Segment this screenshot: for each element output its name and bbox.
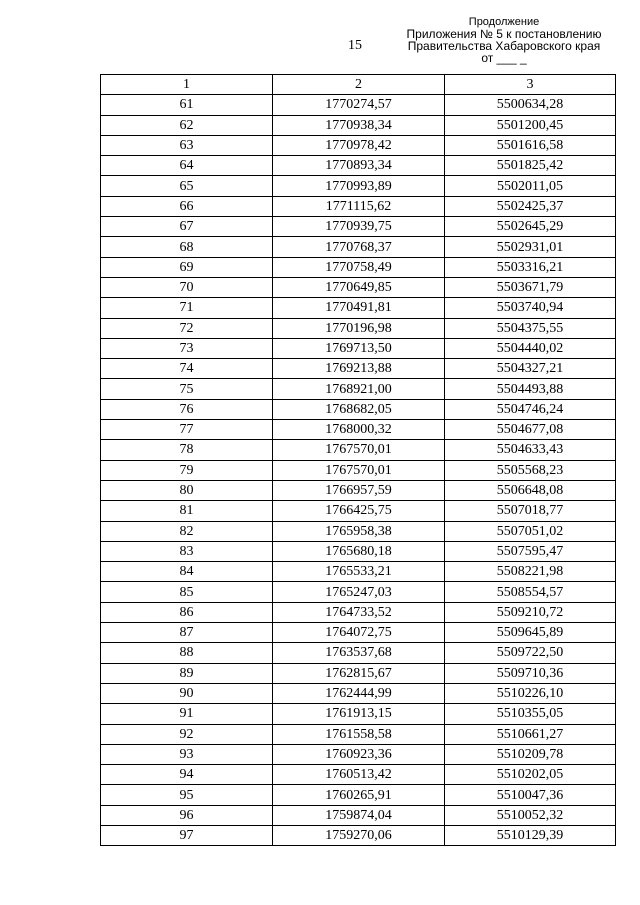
table-row — [101, 623, 616, 643]
cell-x-coordinate: 1768682,05 — [273, 399, 445, 419]
table-row — [101, 480, 616, 500]
cell-point-number: 94 — [101, 765, 273, 785]
cell-point-number: 93 — [101, 744, 273, 764]
table-row — [101, 602, 616, 622]
cell-point-number: 89 — [101, 663, 273, 683]
cell-x-coordinate: 1770649,85 — [273, 277, 445, 297]
table-row — [101, 460, 616, 480]
cell-x-coordinate: 1770893,34 — [273, 156, 445, 176]
cell-x-coordinate: 1762444,99 — [273, 683, 445, 703]
cell-point-number: 61 — [101, 95, 273, 115]
cell-point-number: 79 — [101, 460, 273, 480]
cell-x-coordinate: 1764072,75 — [273, 623, 445, 643]
cell-point-number: 88 — [101, 643, 273, 663]
cell-x-coordinate: 1759874,04 — [273, 805, 445, 825]
table-row — [101, 359, 616, 379]
cell-point-number: 66 — [101, 196, 273, 216]
cell-point-number: 72 — [101, 318, 273, 338]
cell-x-coordinate: 1770758,49 — [273, 257, 445, 277]
column-header-y: 3 — [445, 75, 616, 95]
cell-x-coordinate: 1760265,91 — [273, 785, 445, 805]
header-government: Правительства Хабаровского края — [407, 39, 601, 53]
cell-y-coordinate: 5502011,05 — [445, 176, 616, 196]
table-row — [101, 683, 616, 703]
cell-point-number: 83 — [101, 541, 273, 561]
table-row — [101, 440, 616, 460]
cell-point-number: 81 — [101, 501, 273, 521]
cell-point-number: 96 — [101, 805, 273, 825]
cell-x-coordinate: 1765680,18 — [273, 541, 445, 561]
cell-x-coordinate: 1765958,38 — [273, 521, 445, 541]
cell-x-coordinate: 1762815,67 — [273, 663, 445, 683]
cell-x-coordinate: 1767570,01 — [273, 440, 445, 460]
cell-x-coordinate: 1770274,57 — [273, 95, 445, 115]
cell-x-coordinate: 1761558,58 — [273, 724, 445, 744]
table-row — [101, 237, 616, 257]
cell-y-coordinate: 5509710,36 — [445, 663, 616, 683]
cell-x-coordinate: 1760923,36 — [273, 744, 445, 764]
table-row — [101, 176, 616, 196]
cell-x-coordinate: 1770491,81 — [273, 298, 445, 318]
cell-x-coordinate: 1767570,01 — [273, 460, 445, 480]
cell-point-number: 80 — [101, 480, 273, 500]
cell-x-coordinate: 1770768,37 — [273, 237, 445, 257]
table-row — [101, 318, 616, 338]
cell-point-number: 71 — [101, 298, 273, 318]
cell-x-coordinate: 1769213,88 — [273, 359, 445, 379]
cell-y-coordinate: 5504327,21 — [445, 359, 616, 379]
cell-point-number: 92 — [101, 724, 273, 744]
cell-y-coordinate: 5504746,24 — [445, 399, 616, 419]
cell-y-coordinate: 5504633,43 — [445, 440, 616, 460]
cell-x-coordinate: 1770939,75 — [273, 217, 445, 237]
table-header-row — [101, 75, 616, 95]
table-row — [101, 379, 616, 399]
table-row — [101, 196, 616, 216]
cell-y-coordinate: 5500634,28 — [445, 95, 616, 115]
cell-x-coordinate: 1766425,75 — [273, 501, 445, 521]
cell-point-number: 65 — [101, 176, 273, 196]
cell-y-coordinate: 5502425,37 — [445, 196, 616, 216]
cell-y-coordinate: 5509645,89 — [445, 623, 616, 643]
coordinates-table — [100, 74, 616, 846]
cell-y-coordinate: 5510661,27 — [445, 724, 616, 744]
table-row — [101, 562, 616, 582]
table-row — [101, 95, 616, 115]
page-number: 15 — [348, 38, 362, 53]
table-row — [101, 156, 616, 176]
cell-point-number: 62 — [101, 115, 273, 135]
cell-point-number: 73 — [101, 338, 273, 358]
table-row — [101, 277, 616, 297]
cell-point-number: 84 — [101, 562, 273, 582]
table-row — [101, 805, 616, 825]
cell-point-number: 90 — [101, 683, 273, 703]
table-row — [101, 399, 616, 419]
table-row — [101, 521, 616, 541]
cell-point-number: 76 — [101, 399, 273, 419]
cell-y-coordinate: 5501616,58 — [445, 135, 616, 155]
cell-y-coordinate: 5510052,32 — [445, 805, 616, 825]
cell-point-number: 67 — [101, 217, 273, 237]
cell-y-coordinate: 5509722,50 — [445, 643, 616, 663]
cell-y-coordinate: 5503316,21 — [445, 257, 616, 277]
cell-x-coordinate: 1766957,59 — [273, 480, 445, 500]
cell-x-coordinate: 1765247,03 — [273, 582, 445, 602]
cell-y-coordinate: 5501200,45 — [445, 115, 616, 135]
cell-y-coordinate: 5505568,23 — [445, 460, 616, 480]
cell-y-coordinate: 5502645,29 — [445, 217, 616, 237]
cell-y-coordinate: 5510226,10 — [445, 683, 616, 703]
cell-y-coordinate: 5502931,01 — [445, 237, 616, 257]
table-row — [101, 724, 616, 744]
cell-y-coordinate: 5507595,47 — [445, 541, 616, 561]
cell-y-coordinate: 5504677,08 — [445, 420, 616, 440]
cell-x-coordinate: 1768921,00 — [273, 379, 445, 399]
cell-point-number: 97 — [101, 825, 273, 845]
table-row — [101, 744, 616, 764]
header-date: от ___ _ — [481, 51, 527, 65]
table-row — [101, 501, 616, 521]
cell-x-coordinate: 1761913,15 — [273, 704, 445, 724]
table-row — [101, 338, 616, 358]
cell-point-number: 95 — [101, 785, 273, 805]
table-row — [101, 217, 616, 237]
cell-x-coordinate: 1768000,32 — [273, 420, 445, 440]
cell-y-coordinate: 5504375,55 — [445, 318, 616, 338]
table-row — [101, 582, 616, 602]
cell-point-number: 64 — [101, 156, 273, 176]
cell-y-coordinate: 5508554,57 — [445, 582, 616, 602]
cell-x-coordinate: 1760513,42 — [273, 765, 445, 785]
table-row — [101, 785, 616, 805]
cell-y-coordinate: 5503740,94 — [445, 298, 616, 318]
cell-y-coordinate: 5507018,77 — [445, 501, 616, 521]
cell-y-coordinate: 5501825,42 — [445, 156, 616, 176]
cell-x-coordinate: 1769713,50 — [273, 338, 445, 358]
cell-point-number: 69 — [101, 257, 273, 277]
table-row — [101, 257, 616, 277]
cell-point-number: 68 — [101, 237, 273, 257]
cell-x-coordinate: 1764733,52 — [273, 602, 445, 622]
cell-y-coordinate: 5510047,36 — [445, 785, 616, 805]
cell-y-coordinate: 5504493,88 — [445, 379, 616, 399]
cell-x-coordinate: 1770196,98 — [273, 318, 445, 338]
table-row — [101, 115, 616, 135]
cell-x-coordinate: 1770993,89 — [273, 176, 445, 196]
cell-x-coordinate: 1759270,06 — [273, 825, 445, 845]
appendix-header — [394, 16, 614, 64]
cell-point-number: 91 — [101, 704, 273, 724]
cell-y-coordinate: 5503671,79 — [445, 277, 616, 297]
cell-y-coordinate: 5510129,39 — [445, 825, 616, 845]
table-row — [101, 135, 616, 155]
cell-y-coordinate: 5507051,02 — [445, 521, 616, 541]
cell-point-number: 75 — [101, 379, 273, 399]
cell-x-coordinate: 1770978,42 — [273, 135, 445, 155]
cell-y-coordinate: 5509210,72 — [445, 602, 616, 622]
cell-y-coordinate: 5510209,78 — [445, 744, 616, 764]
cell-y-coordinate: 5506648,08 — [445, 480, 616, 500]
cell-y-coordinate: 5504440,02 — [445, 338, 616, 358]
cell-point-number: 87 — [101, 623, 273, 643]
table-row — [101, 825, 616, 845]
table-row — [101, 420, 616, 440]
cell-point-number: 78 — [101, 440, 273, 460]
header-appendix-ref: Приложения № 5 к постановлению — [406, 27, 602, 41]
column-header-number: 1 — [101, 75, 273, 95]
cell-x-coordinate: 1765533,21 — [273, 562, 445, 582]
cell-point-number: 82 — [101, 521, 273, 541]
table-row — [101, 704, 616, 724]
cell-y-coordinate: 5510202,05 — [445, 765, 616, 785]
table-row — [101, 765, 616, 785]
table-row — [101, 643, 616, 663]
cell-point-number: 86 — [101, 602, 273, 622]
cell-point-number: 85 — [101, 582, 273, 602]
table-row — [101, 541, 616, 561]
table-row — [101, 663, 616, 683]
column-header-x: 2 — [273, 75, 445, 95]
table-body — [101, 95, 616, 846]
header-continuation: Продолжение — [468, 16, 540, 28]
cell-point-number: 70 — [101, 277, 273, 297]
cell-point-number: 63 — [101, 135, 273, 155]
cell-x-coordinate: 1771115,62 — [273, 196, 445, 216]
cell-x-coordinate: 1763537,68 — [273, 643, 445, 663]
cell-x-coordinate: 1770938,34 — [273, 115, 445, 135]
cell-point-number: 74 — [101, 359, 273, 379]
table-row — [101, 298, 616, 318]
cell-point-number: 77 — [101, 420, 273, 440]
cell-y-coordinate: 5508221,98 — [445, 562, 616, 582]
cell-y-coordinate: 5510355,05 — [445, 704, 616, 724]
